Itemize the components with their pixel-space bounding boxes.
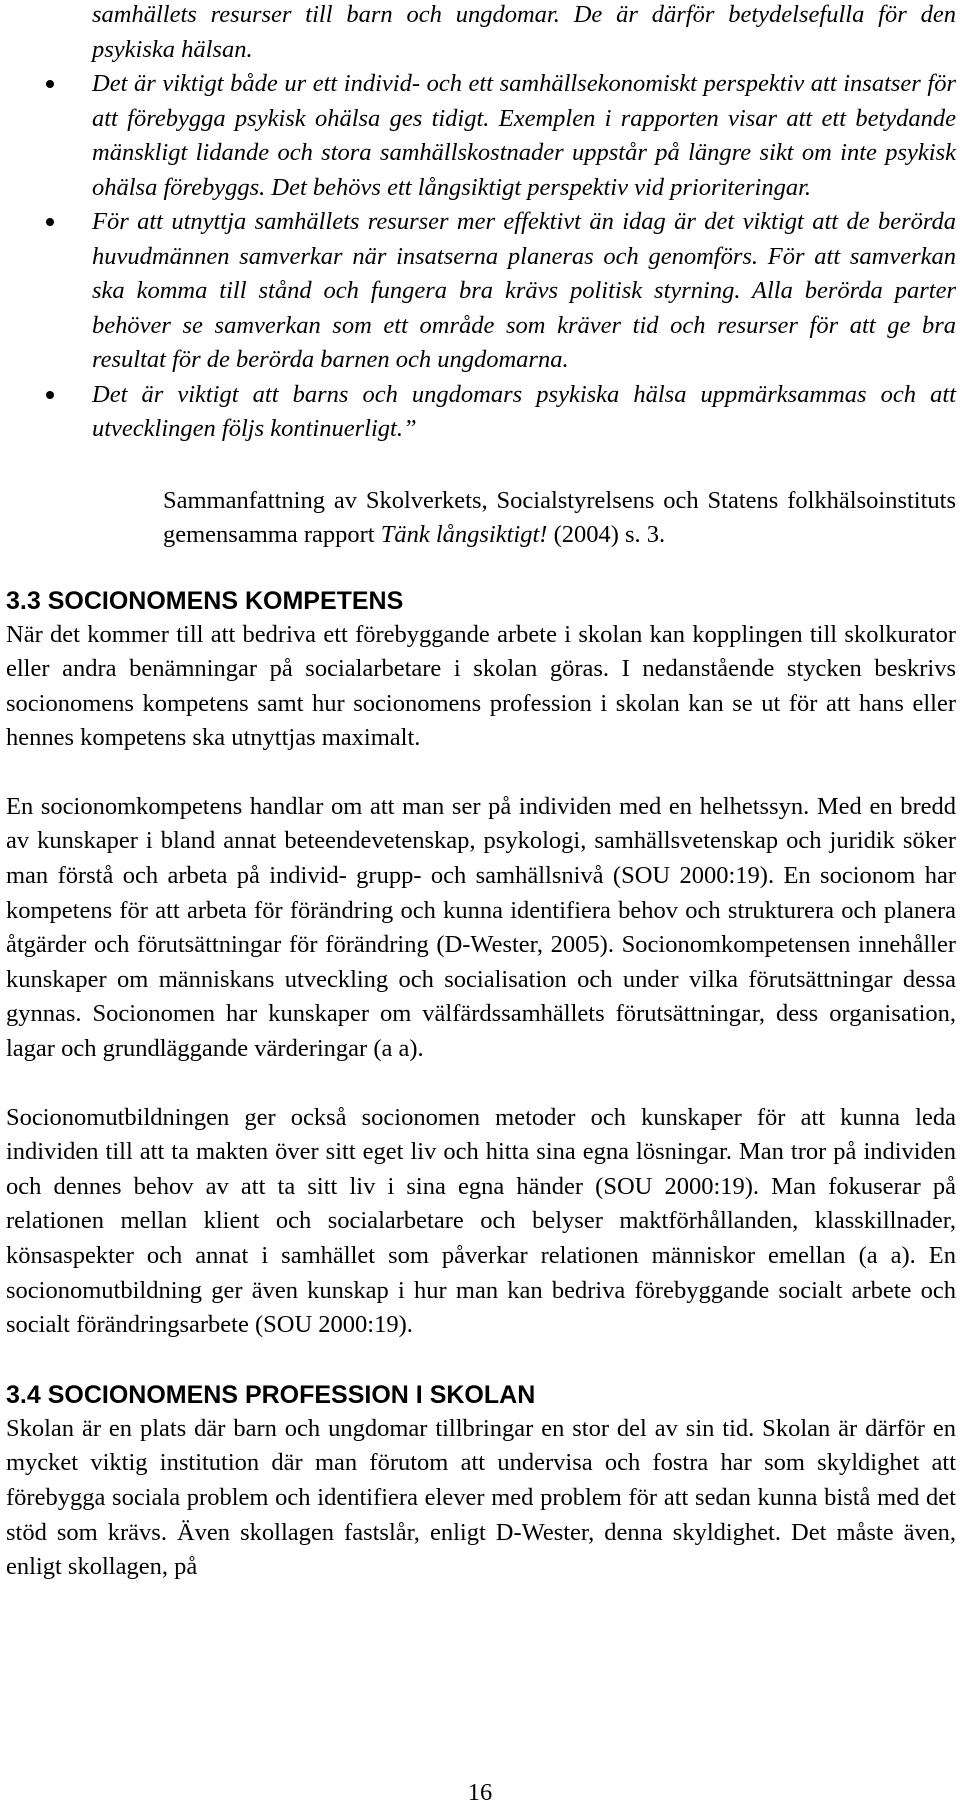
source-text-after: (2004) s. 3. — [547, 521, 666, 548]
section-3-4-paragraph: Skolan är en plats där barn och ungdomar tillbringar en stor del av sin tid. Skolan är därför en mycket viktig institution där man förutom att undervisa och fostra har som skyldighet att förebygga sociala problem och identifiera elever med problem för att sedan kunna bistå med det stöd som krävs. Även skollagen fastslår, enligt D-Wester, denna skyldighet. Det måste även, enligt skollagen, på — [6, 1414, 956, 1581]
source-text-before: Sammanfattning av Skolverkets, Socialstyrelsens och Statens folkhälsoinstituts gemensamma rapport — [163, 486, 956, 548]
quote-source — [163, 484, 956, 553]
section-heading-3-3: 3.3 SOCIONOMENS KOMPETENS — [6, 586, 404, 615]
section-3-3-paragraph-3: Socionomutbildningen ger också socionomen metoder och kunskaper för att kunna leda individen till att ta makten över sitt eget liv och hitta sina egna lösningar. Man tror på individen och dennes behov av att ta sitt liv i sina egna händer (SOU 2000:19). Man fokuserar på relationen mellan klient och socialarbetare och belyser maktförhållanden, klasskillnader, könsaspekter och annat i samhället som påverkar relationen människor emellan (a a). En socionomutbildning ger även kunskap i hur man kan bedriva förebyggande socialt arbete och socialt förändringsarbete (SOU 2000:19). — [6, 1103, 956, 1339]
section-3-3-paragraph-1: När det kommer till att bedriva ett förebyggande arbete i skolan kan kopplingen till skolkurator eller andra benämningar på socialarbetare i skolan göras. I nedanstående stycken beskrivs socionomens kompetens samt hur socionomens profession i skolan kan se ut för att hans eller hennes kompetens ska utnyttjas maximalt. — [6, 620, 956, 752]
section-heading-3-4: 3.4 SOCIONOMENS PROFESSION I SKOLAN — [6, 1380, 536, 1409]
quote-block — [6, 0, 956, 447]
document-page — [6, 0, 956, 1585]
quote-continuation: samhällets resurser till barn och ungdomar. De är därför betydelsefulla för den psykiska hälsan. — [92, 1, 956, 63]
quote-bullet-2: För att utnyttja samhällets resurser mer effektivt än idag är det viktigt att de berörda huvudmännen samverkar när insatserna planeras och genomförs. För att samverkan ska komma till stånd och fungera bra krävs politisk styrning. Alla berörda parter behöver se samverkan som ett område som kräver tid och resurser för att ge bra resultat för de berörda barnen och ungdomarna. — [6, 205, 956, 378]
quote-bullet-3: Det är viktigt att barns och ungdomars psykiska hälsa uppmärksammas och att utvecklingen följs kontinuerligt.” — [6, 378, 956, 447]
section-3-3-paragraph-2: En socionomkompetens handlar om att man ser på individen med en helhetssyn. Med en bredd av kunskaper i bland annat beteendevetenskap, psykologi, samhällsvetenskap och juridik söker man förstå och arbeta på individ- grupp- och samhällsnivå (SOU 2000:19). En socionom har kompetens för att arbeta för förändring och kunna identifiera behov och strukturera och planera åtgärder och förutsättningar för förändring (D-Wester, 2005). Socionomkompetensen innehåller kunskaper om människans utveckling och socialisation och under vilka förutsättningar dessa gynnas. Socionomen har kunskaper om välfärdssamhällets förutsättningar, dess organisation, lagar och grundläggande värderingar (a a). — [6, 792, 956, 1063]
source-title: Tänk långsiktigt! — [380, 521, 548, 548]
quote-bullet-1: Det är viktigt både ur ett individ- och ett samhällsekonomiskt perspektiv att insatser för att förebygga psykisk ohälsa ges tidigt. Exemplen i rapporten visar att ett betydande mänskligt lidande och stora samhällskostnader uppstår på längre sikt om inte psykisk ohälsa förebyggs. Det behövs ett långsiktigt perspektiv vid prioriteringar. — [6, 67, 956, 205]
page-number: 16 — [467, 1779, 493, 1806]
